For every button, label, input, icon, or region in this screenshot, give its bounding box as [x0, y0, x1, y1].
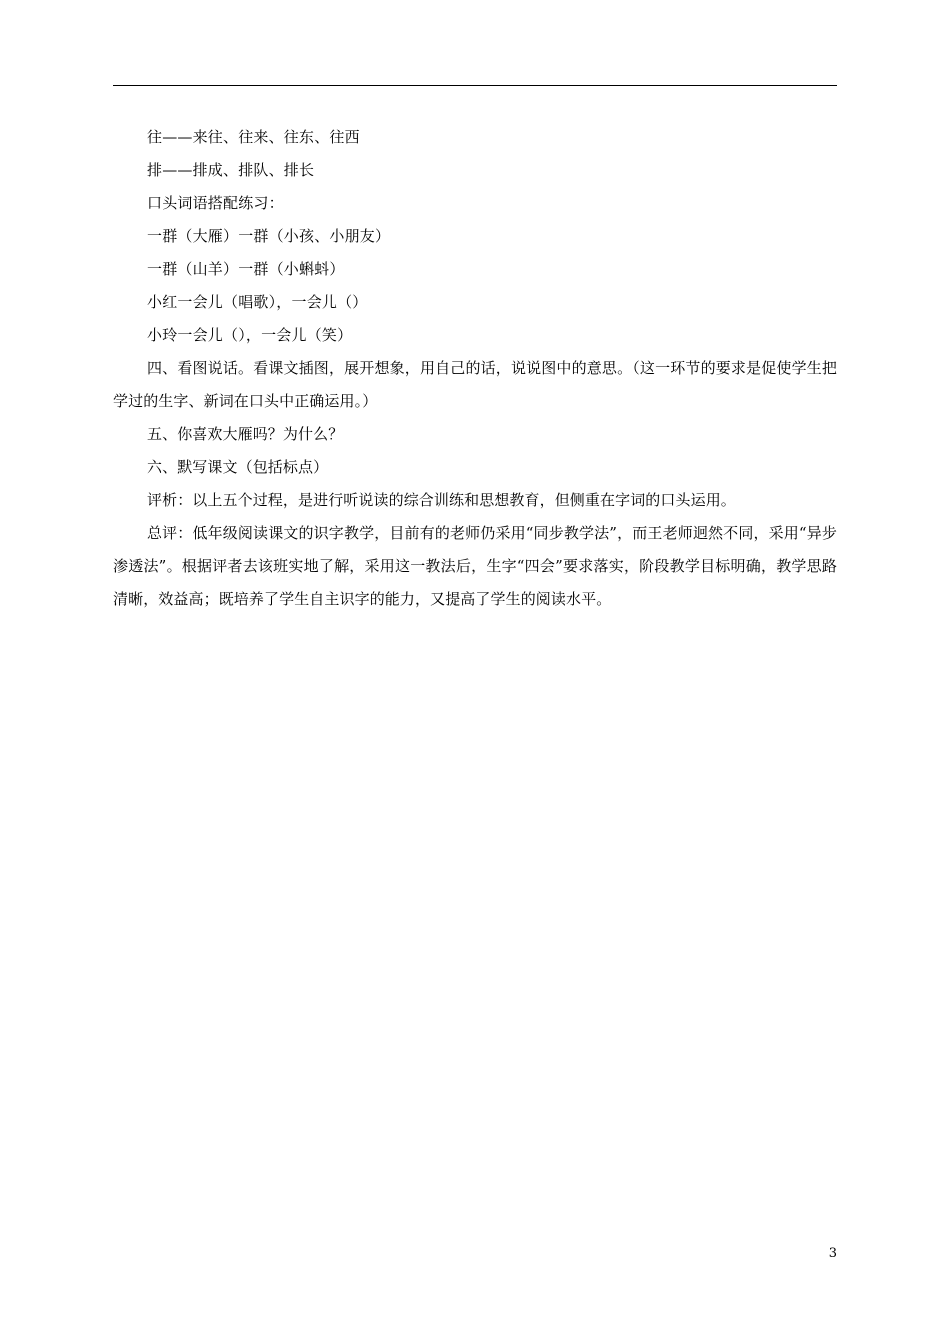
summary-paragraph: 总评：低年级阅读课文的识字教学，目前有的老师仍采用“同步教学法”，而王老师迥然不同，采用“异步渗透法”。根据评者去该班实地了解，采用这一教法后，生字“四会”要求落实，阶段教学目标明确，教学思路清晰，效益高；既培养了学生自主识字的能力，又提高了学生的阅读水平。 [113, 524, 837, 608]
header-rule [113, 85, 837, 86]
oral-practice-heading: 口头词语搭配练习： [147, 194, 284, 212]
section-six-paragraph: 六、默写课文（包括标点） [147, 458, 329, 476]
document-body [113, 121, 837, 616]
word-list-line-wang: 往——来往、往来、往东、往西 [147, 128, 360, 146]
word-list-line-pai: 排——排成、排队、排长 [147, 161, 315, 179]
analysis-paragraph: 评析：以上五个过程，是进行听说读的综合训练和思想教育，但侧重在字词的口头运用。 [147, 491, 736, 509]
collocation-line-1: 一群（大雁）一群（小孩、小朋友） [147, 227, 391, 245]
collocation-line-3: 小红一会儿（唱歌），一会儿（） [147, 293, 368, 311]
section-four-paragraph: 四、看图说话。看课文插图，展开想象，用自己的话，说说图中的意思。（这一环节的要求是促使学生把学过的生字、新词在口头中正确运用。） [113, 359, 837, 410]
collocation-line-4: 小玲一会儿（），一会儿（笑） [147, 326, 353, 344]
section-five-paragraph: 五、你喜欢大雁吗？为什么？ [147, 425, 344, 443]
page-number: 3 [828, 1246, 837, 1261]
collocation-line-2: 一群（山羊）一群（小蝌蚪） [147, 260, 345, 278]
